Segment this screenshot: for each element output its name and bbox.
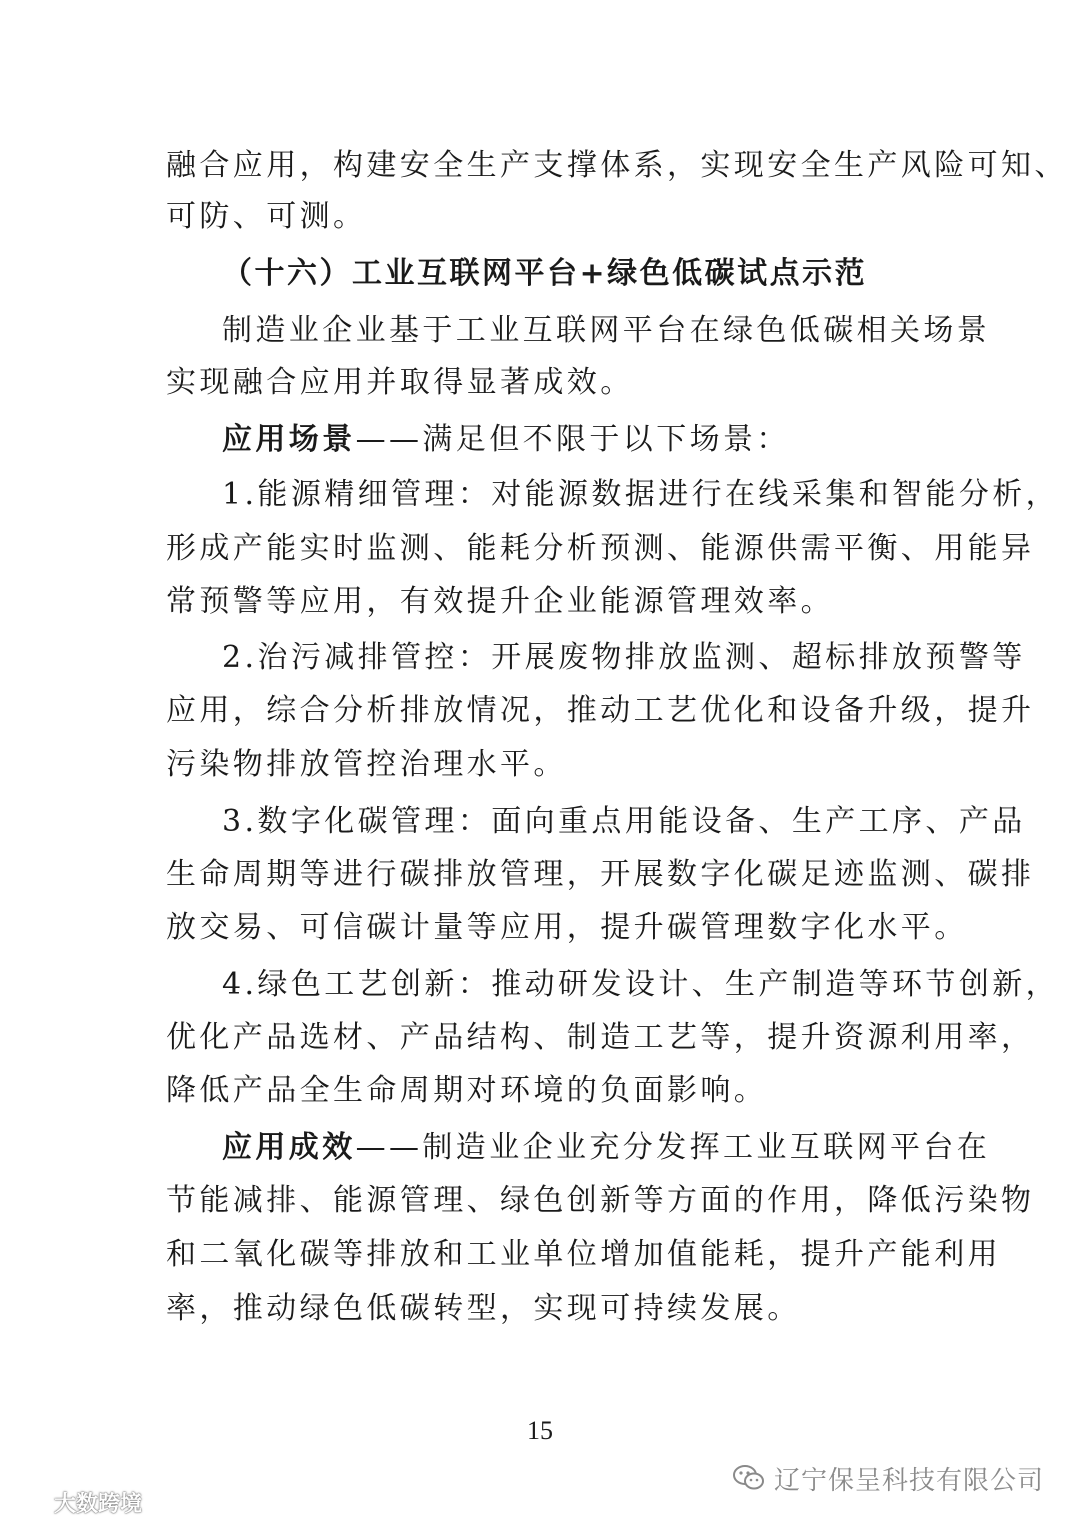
wechat-account-name: 辽宁保呈科技有限公司: [773, 1465, 1044, 1496]
scenarios-text: ——满足但不限于以下场景：: [355, 422, 790, 457]
wechat-icon: [732, 1463, 766, 1493]
weibo-account-name: 大数跨境: [54, 1491, 143, 1517]
body-line: 制造业企业基于工业互联网平台在绿色低碳相关场景: [222, 313, 991, 348]
list-item: 2.治污减排管控：开展废物排放监测、超标排放预警等: [222, 640, 1026, 675]
weibo-watermark: [8, 1485, 142, 1519]
wechat-watermark: [732, 1456, 1044, 1500]
effects-text: ——制造业企业充分发挥工业互联网平台在: [355, 1130, 991, 1165]
list-item: 1.能源精细管理：对能源数据进行在线采集和智能分析，: [222, 477, 1060, 512]
body-line: 放交易、可信碳计量等应用，提升碳管理数字化水平。: [166, 910, 968, 945]
body-line: 优化产品选材、产品结构、制造工艺等，提升资源利用率，: [166, 1020, 1035, 1055]
body-line: 常预警等应用，有效提升企业能源管理效率。: [166, 584, 834, 619]
section-heading: （十六）工业互联网平台+绿色低碳试点示范: [222, 256, 868, 291]
body-line: 实现融合应用并取得显著成效。: [166, 365, 634, 400]
list-item: 3.数字化碳管理：面向重点用能设备、生产工序、产品: [222, 804, 1026, 839]
effects-line: [222, 1128, 991, 1168]
body-line: 污染物排放管控治理水平。: [166, 747, 567, 782]
scenarios-label: 应用场景: [222, 422, 356, 457]
body-line: 生命周期等进行碳排放管理，开展数字化碳足迹监测、碳排: [166, 857, 1035, 892]
body-line: 率，推动绿色低碳转型，实现可持续发展。: [166, 1291, 801, 1326]
body-line: 可防、可测。: [166, 199, 367, 234]
body-line: 和二氧化碳等排放和工业单位增加值能耗，提升产能利用: [166, 1237, 1001, 1272]
body-line: 融合应用，构建安全生产支撑体系，实现安全生产风险可知、: [166, 148, 1068, 183]
effects-label: 应用成效: [222, 1130, 356, 1165]
page-number: 15: [527, 1416, 553, 1445]
scenarios-line: [222, 420, 926, 460]
body-line: 应用，综合分析排放情况，推动工艺优化和设备升级，提升: [166, 693, 1035, 728]
body-line: 形成产能实时监测、能耗分析预测、能源供需平衡、用能异: [166, 531, 1035, 566]
weibo-icon: [8, 1489, 48, 1515]
body-line: 降低产品全生命周期对环境的负面影响。: [166, 1073, 768, 1108]
body-line: 节能减排、能源管理、绿色创新等方面的作用，降低污染物: [166, 1183, 1035, 1218]
list-item: 4.绿色工艺创新：推动研发设计、生产制造等环节创新，: [222, 967, 1060, 1002]
